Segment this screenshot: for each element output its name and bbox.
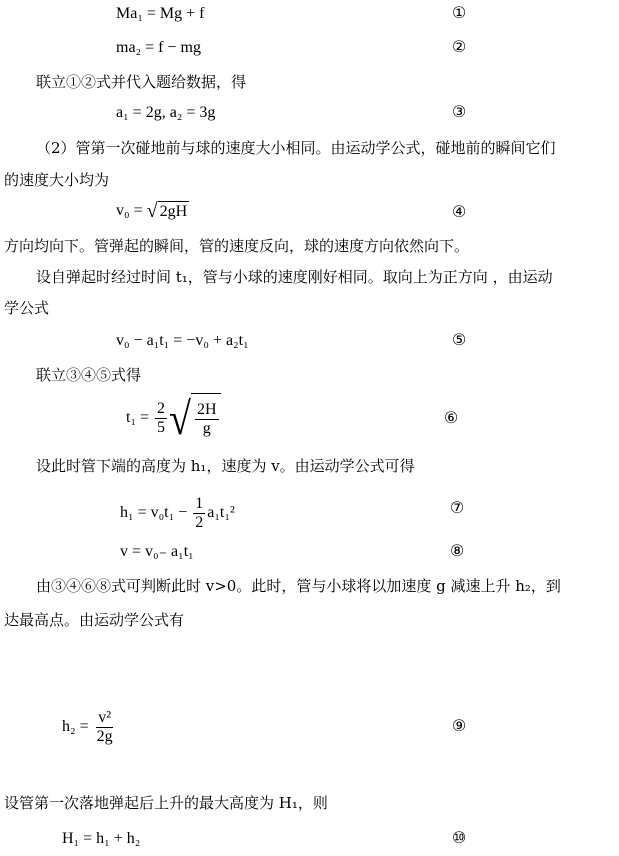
marker-3: ③ bbox=[451, 102, 467, 121]
equation-7-rhs: a₁t₁² bbox=[207, 504, 235, 521]
equation-2 bbox=[116, 38, 201, 58]
equation-2-text: ma₂ = f − mg bbox=[116, 39, 201, 56]
marker-6: ⑥ bbox=[443, 408, 459, 427]
marker-4: ④ bbox=[451, 202, 467, 221]
equation-9-lhs: h₂ = bbox=[62, 718, 93, 735]
paragraph-7-line-1: 由③④⑥⑧式可判断此时 v>0。此时，管与小球将以加速度 g 减速上升 h₂，到 bbox=[36, 577, 561, 595]
radicand-numerator: 2H bbox=[197, 400, 217, 418]
sqrt-symbol: √ $\frac{2H}{g}$ bbox=[169, 393, 221, 444]
fraction-numerator: 1 bbox=[195, 494, 204, 512]
equation-10 bbox=[62, 829, 140, 849]
marker-9: ⑨ bbox=[451, 716, 467, 735]
paragraph-6: 设此时管下端的高度为 h₁，速度为 v。由运动学公式可得 bbox=[36, 457, 415, 475]
equation-10-text: H₁ = h₁ + h₂ bbox=[62, 830, 141, 847]
marker-1: ① bbox=[451, 3, 467, 22]
equation-5-text: v₀ − a₁t₁ = −v₀ + a₂t₁ bbox=[116, 332, 249, 349]
fraction-denominator: 2 bbox=[195, 513, 204, 531]
paragraph-8: 设管第一次落地弹起后上升的最大高度为 H₁，则 bbox=[4, 794, 328, 812]
equation-4 bbox=[116, 201, 189, 222]
marker-10: ⑩ bbox=[451, 828, 467, 847]
equation-7-lhs: h₁ = v₀t₁ − bbox=[120, 504, 192, 521]
fraction-denominator: 2g bbox=[96, 727, 113, 745]
equation-5 bbox=[116, 331, 249, 351]
equation-1-text: Ma₁ = Mg + f bbox=[116, 5, 205, 22]
paragraph-5: 联立③④⑤式得 bbox=[36, 366, 142, 384]
equation-7 bbox=[120, 493, 235, 533]
equation-3 bbox=[116, 103, 215, 123]
paragraph-2-line-1: （2）管第一次碰地前与球的速度大小相同。由运动学公式，碰地前的瞬间它们 bbox=[36, 139, 556, 157]
sqrt-symbol: √ 2gH bbox=[146, 200, 188, 222]
paragraph-4-line-1: 设自弹起时经过时间 t₁，管与小球的速度刚好相同。取向上为正方向 ，由运动 bbox=[36, 268, 553, 286]
fraction-numerator: v² bbox=[98, 708, 111, 726]
fraction-denominator: 5 bbox=[157, 419, 166, 436]
fraction-2-5 bbox=[155, 400, 167, 437]
marker-5: ⑤ bbox=[451, 330, 467, 349]
marker-7: ⑦ bbox=[449, 498, 465, 517]
radicand-denominator: g bbox=[202, 419, 211, 437]
equation-4-radicand: 2gH bbox=[159, 203, 188, 220]
equation-1 bbox=[116, 4, 205, 24]
paragraph-2-line-2: 的速度大小均为 bbox=[4, 171, 110, 189]
paragraph-1: 联立①②式并代入题给数据，得 bbox=[36, 73, 247, 91]
equation-6 bbox=[126, 393, 221, 444]
fraction-2H-g bbox=[195, 401, 219, 438]
fraction-1-2 bbox=[193, 495, 205, 532]
paragraph-7-line-2: 达最高点。由运动学公式有 bbox=[4, 611, 185, 629]
equation-3-text: a₁ = 2g, a₂ = 3g bbox=[116, 104, 216, 121]
marker-2: ② bbox=[451, 37, 467, 56]
equation-9 bbox=[62, 705, 117, 749]
fraction-numerator: 2 bbox=[157, 400, 166, 417]
equation-6-lhs: t₁ = bbox=[126, 409, 154, 427]
marker-8: ⑧ bbox=[449, 541, 465, 560]
equation-8 bbox=[120, 542, 194, 562]
equation-4-lhs: v₀ = bbox=[116, 202, 147, 220]
paragraph-4-line-2: 学公式 bbox=[4, 299, 50, 317]
equation-8-text: v = v₀₋ a₁t₁ bbox=[120, 543, 194, 560]
fraction-v2-2g bbox=[95, 709, 115, 746]
paragraph-3: 方向均向下。管弹起的瞬间，管的速度反向，球的速度方向依然向下。 bbox=[4, 237, 470, 255]
